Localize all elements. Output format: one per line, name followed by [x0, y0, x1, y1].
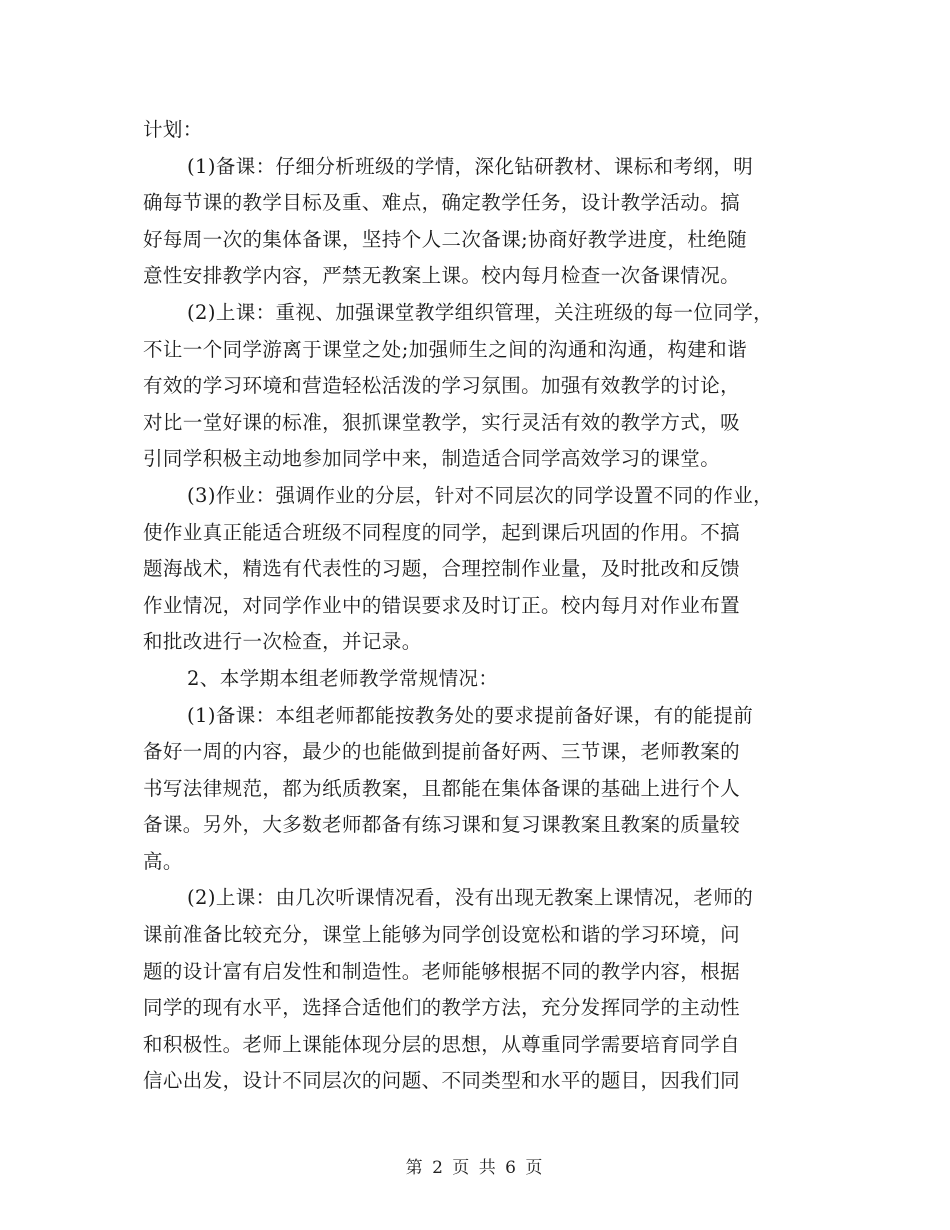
- text-line: 高。: [143, 849, 183, 873]
- text-line: (3)作业：强调作业的分层，针对不同层次的同学设置不同的作业，: [187, 483, 774, 507]
- text-line: 信心出发，设计不同层次的问题、不同类型和水平的题目，因我们同: [143, 1069, 741, 1093]
- text-line: 备课。另外，大多数老师都备有练习课和复习课教案且教案的质量较: [143, 813, 741, 837]
- text-line: 2、本学期本组老师教学常规情况：: [187, 666, 499, 690]
- text-line: 和批改进行一次检查，并记录。: [143, 630, 422, 654]
- text-line: 同学的现有水平，选择合适他们的教学方法，充分发挥同学的主动性: [143, 996, 741, 1020]
- text-line: 书写法律规范，都为纸质教案，且都能在集体备课的基础上进行个人: [143, 776, 741, 800]
- text-line: 引同学积极主动地参加同学中来，制造适合同学高效学习的课堂。: [143, 447, 721, 471]
- text-line: 备好一周的内容，最少的也能做到提前备好两、三节课，老师教案的: [143, 740, 741, 764]
- text-line: 作业情况，对同学作业中的错误要求及时订正。校内每月对作业布置: [143, 593, 741, 617]
- text-line: 有效的学习环境和营造轻松活泼的学习氛围。加强有效教学的讨论，: [143, 374, 741, 398]
- text-line: (1)备课：仔细分析班级的学情，深化钻研教材、课标和考纲，明: [187, 154, 754, 178]
- page-footer: 第 2 页 共 6 页: [405, 1158, 545, 1178]
- text-line: 确每节课的教学目标及重、难点，确定教学任务，设计教学活动。搞: [143, 191, 741, 215]
- text-line: (2)上课：重视、加强课堂教学组织管理，关注班级的每一位同学，: [187, 300, 774, 324]
- text-line: 和积极性。老师上课能体现分层的思想，从尊重同学需要培育同学自: [143, 1032, 741, 1056]
- text-line: 计划：: [143, 118, 203, 141]
- text-line: 题的设计富有启发性和制造性。老师能够根据不同的教学内容，根据: [143, 959, 741, 983]
- text-line: 课前准备比较充分，课堂上能够为同学创设宽松和谐的学习环境，问: [143, 923, 741, 947]
- document-body: [143, 112, 823, 1100]
- text-line: 题海战术，精选有代表性的习题，合理控制作业量，及时批改和反馈: [143, 557, 741, 581]
- text-line: (1)备课：本组老师都能按教务处的要求提前备好课，有的能提前: [187, 703, 754, 727]
- text-line: 不让一个同学游离于课堂之处;加强师生之间的沟通和沟通，构建和谐: [143, 337, 747, 361]
- text-line: 意性安排教学内容，严禁无教案上课。校内每月检查一次备课情况。: [143, 264, 741, 288]
- text-line: 使作业真正能适合班级不同程度的同学，起到课后巩固的作用。不搞: [143, 520, 741, 544]
- text-line: 对比一堂好课的标准，狠抓课堂教学，实行灵活有效的教学方式，吸: [143, 410, 741, 434]
- text-line: (2)上课：由几次听课情况看，没有出现无教案上课情况，老师的: [187, 886, 754, 910]
- text-line: 好每周一次的集体备课，坚持个人二次备课;协商好教学进度，杜绝随: [143, 227, 747, 251]
